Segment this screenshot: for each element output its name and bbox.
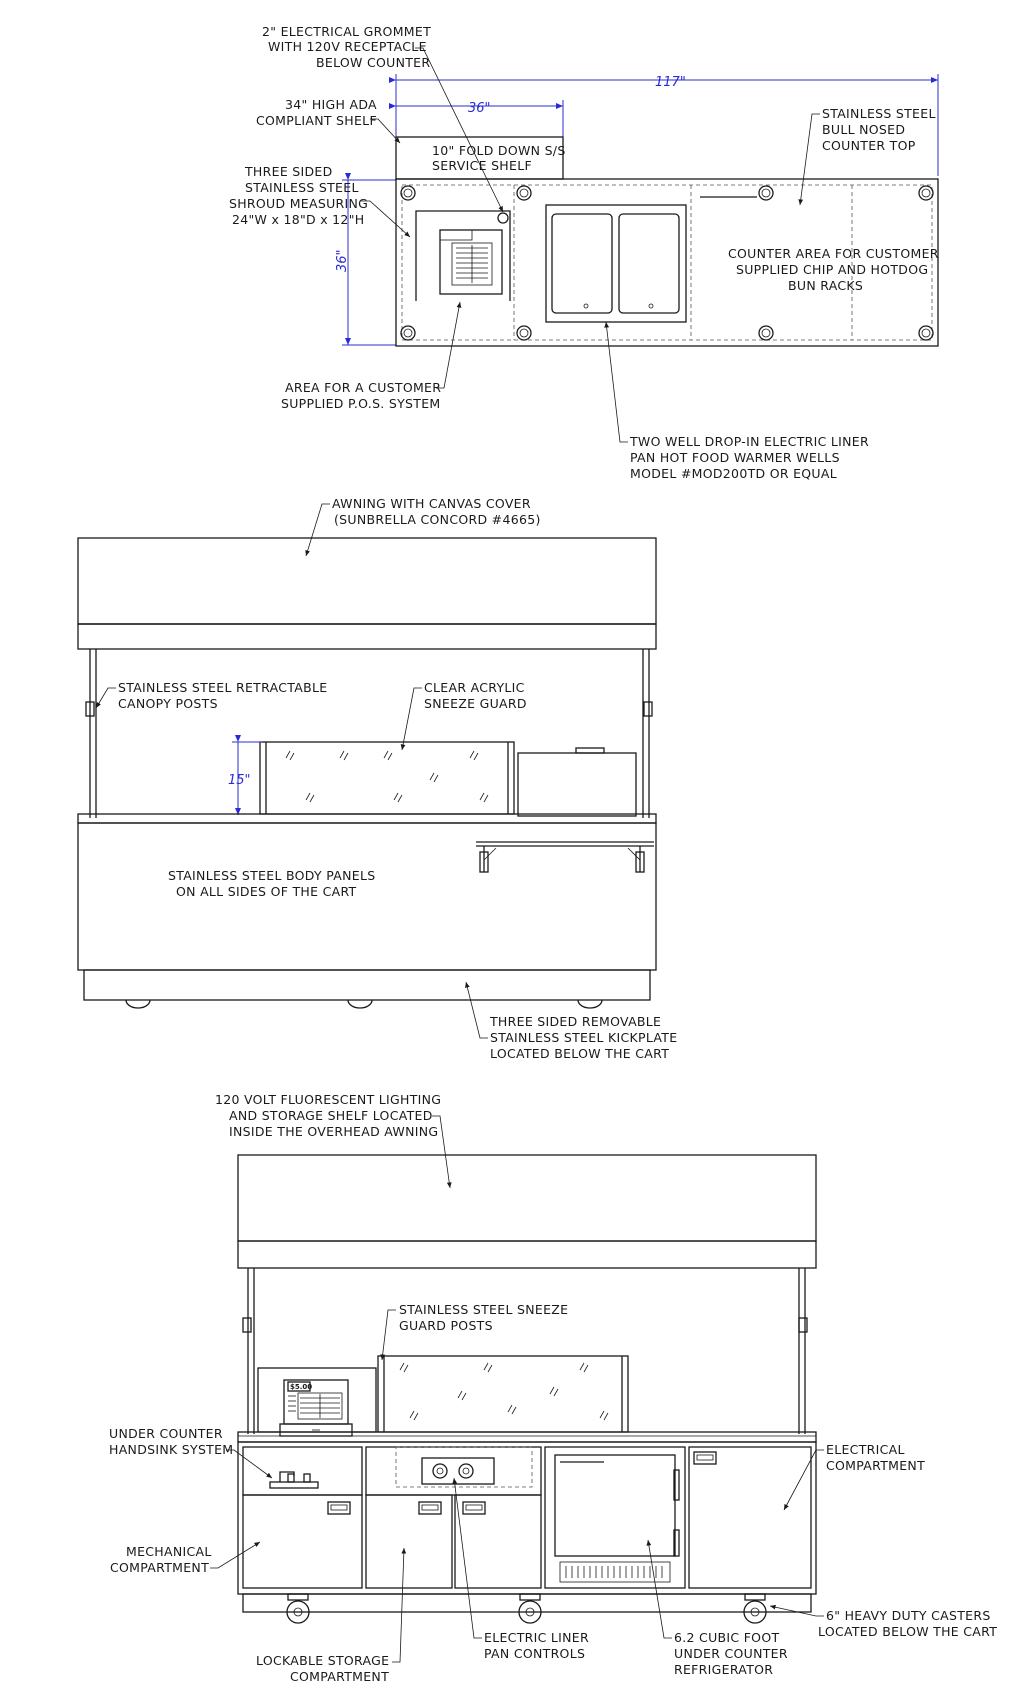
handsink-faucet [270,1472,318,1488]
note-lighting-3: INSIDE THE OVERHEAD AWNING [229,1124,439,1139]
note-kickplate-2: STAINLESS STEEL KICKPLATE [490,1030,678,1045]
note-warmer-3: MODEL #MOD200TD OR EQUAL [630,466,837,481]
note-refrigerator-2: UNDER COUNTER [674,1646,788,1661]
top-view [229,24,939,481]
awning [78,538,656,624]
front-body [238,1442,816,1594]
control-knob-right [459,1464,473,1478]
dimension-shelf-label: 36" [468,101,491,116]
shelf-label-line-1: 10" FOLD DOWN S/S [432,143,566,158]
note-controls-1: ELECTRIC LINER [484,1630,589,1645]
note-storage-2: COMPARTMENT [290,1669,390,1684]
shelf-label-line-2: SERVICE SHELF [432,158,532,173]
kickplate [84,970,650,1000]
note-grommet-1: 2" ELECTRICAL GROMMET [262,24,432,39]
note-guardposts-1: STAINLESS STEEL SNEEZE [399,1302,569,1317]
note-shroud-3: SHROUD MEASURING [229,196,369,211]
front-view [109,1092,997,1684]
note-grommet-2: WITH 120V RECEPTACLE [268,39,427,54]
note-countertop-2: BULL NOSED [822,122,906,137]
note-counterarea-1: COUNTER AREA FOR CUSTOMER [728,246,939,261]
note-lighting-1: 120 VOLT FLUORESCENT LIGHTING [215,1092,442,1107]
note-ada-1: 34" HIGH ADA [285,97,377,112]
note-counterarea-2: SUPPLIED CHIP AND HOTDOG [736,262,929,277]
note-acrylic-2: SNEEZE GUARD [424,696,527,711]
control-knob-left [433,1464,447,1478]
note-countertop-1: STAINLESS STEEL [822,106,936,121]
note-body-1: STAINLESS STEEL BODY PANELS [168,868,376,883]
note-warmer-1: TWO WELL DROP-IN ELECTRIC LINER [630,434,869,449]
note-guardposts-2: GUARD POSTS [399,1318,493,1333]
note-storage-1: LOCKABLE STORAGE [256,1653,390,1668]
electrical-compartment [689,1447,811,1588]
warmer-wells [546,205,686,322]
shroud [416,211,510,301]
front-awning [238,1155,816,1241]
note-counterarea-3: BUN RACKS [788,278,864,293]
dimension-overall-label: 117" [655,75,686,90]
grommet [498,213,508,223]
pos-keypad [456,245,488,283]
note-pos-1: AREA FOR A CUSTOMER [285,380,442,395]
note-controls-2: PAN CONTROLS [484,1646,586,1661]
note-electrical-2: COMPARTMENT [826,1458,926,1473]
note-warmer-2: PAN HOT FOOD WARMER WELLS [630,450,840,465]
note-electrical-1: ELECTRICAL [826,1442,905,1457]
caster-right [744,1594,766,1623]
note-posts-2: CANOPY POSTS [118,696,218,711]
caster-center [519,1594,541,1623]
note-handsink-1: UNDER COUNTER [109,1426,223,1441]
note-grommet-3: BELOW COUNTER [316,55,431,70]
sneeze-guard-front [378,1356,628,1432]
note-refrigerator-3: REFRIGERATOR [674,1662,774,1677]
mechanical-compartment [243,1495,362,1588]
note-lighting-2: AND STORAGE SHELF LOCATED [229,1108,433,1123]
register-price: $5.00 [290,1383,313,1391]
note-posts-1: STAINLESS STEEL RETRACTABLE [118,680,328,695]
note-handsink-2: HANDSINK SYSTEM [109,1442,234,1457]
note-mechanical-2: COMPARTMENT [110,1560,210,1575]
note-refrigerator-1: 6.2 CUBIC FOOT [674,1630,780,1645]
note-awning-1: AWNING WITH CANVAS COVER [332,496,531,511]
note-mechanical-1: MECHANICAL [126,1544,212,1559]
note-countertop-3: COUNTER TOP [822,138,916,153]
note-acrylic-1: CLEAR ACRYLIC [424,680,525,695]
side-view [78,496,677,1061]
note-pos-2: SUPPLIED P.O.S. SYSTEM [281,396,441,411]
dimension-depth-label: 36" [335,249,350,272]
note-shroud-4: 24"W x 18"D x 12"H [232,212,365,227]
dimension-guard-label: 15" [228,773,251,788]
caster-left [287,1594,309,1623]
note-kickplate-1: THREE SIDED REMOVABLE [490,1014,662,1029]
note-shroud-1: THREE SIDED [245,164,333,179]
note-ada-2: COMPLIANT SHELF [256,113,377,128]
note-casters-1: 6" HEAVY DUTY CASTERS [826,1608,991,1623]
body-panels [78,823,656,970]
note-casters-2: LOCATED BELOW THE CART [818,1624,998,1639]
note-kickplate-3: LOCATED BELOW THE CART [490,1046,670,1061]
note-shroud-2: STAINLESS STEEL [245,180,359,195]
note-body-2: ON ALL SIDES OF THE CART [176,884,357,899]
note-awning-2: (SUNBRELLA CONCORD #4665) [334,512,541,527]
storage-compartment-left [366,1495,452,1588]
storage-compartment-right [455,1495,541,1588]
